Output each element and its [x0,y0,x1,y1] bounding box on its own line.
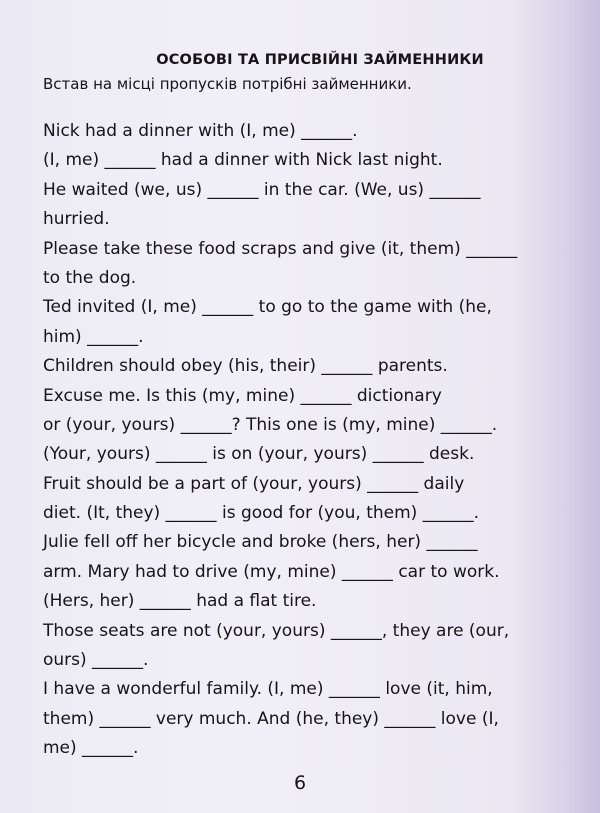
exercise-line: Those seats are not (your, yours) ______, they are (our, [43,620,510,641]
exercise-line: Julie fell off her bicycle and broke (hers, her) ______ [43,532,478,553]
exercise-line: Children should obey (his, their) ______ parents. [43,356,448,377]
exercise-line: Ted invited (I, me) ______ to go to the game with (he, [43,297,492,318]
exercise-line: me) ______. [43,738,139,759]
worksheet-title: ОСОБОВІ ТА ПРИСВІЙНІ ЗАЙМЕННИКИ [156,52,484,68]
exercise-line: I have a wonderful family. (I, me) ______ love (it, him, [43,679,493,700]
exercise-line: (Hers, her) ______ had a flat tire. [43,591,317,612]
page-number: 6 [293,772,307,794]
exercise-line: diet. (It, they) ______ is good for (you, them) ______. [43,503,480,524]
exercise-line: them) ______ very much. And (he, they) ______ love (I, [43,708,499,729]
exercise-line: Fruit should be a part of (your, yours) ______ daily [43,473,465,494]
exercise-line: Excuse me. Is this (my, mine) ______ dictionary [43,385,442,406]
exercise-line: ours) ______. [43,650,149,671]
exercise-line: or (your, yours) ______? This one is (my, mine) ______. [43,414,498,435]
exercise-line: (Your, yours) ______ is on (your, yours) ______ desk. [43,444,475,465]
exercise-line: He waited (we, us) ______ in the car. (We, us) ______ [43,179,481,200]
exercise-text [43,117,563,764]
instruction: Встав на місці пропусків потрібні займенники. [43,75,412,93]
exercise-line: (I, me) ______ had a dinner with Nick last night. [43,150,443,171]
exercise-line: Nick had a dinner with (I, me) ______. [43,121,358,141]
exercise-line: to the dog. [43,267,137,288]
exercise-line: hurried. [43,209,110,230]
exercise-line: him) ______. [43,326,144,347]
exercise-line: arm. Mary had to drive (my, mine) ______ car to work. [43,561,500,582]
exercise-line: Please take these food scraps and give (it, them) ______ [43,238,518,259]
